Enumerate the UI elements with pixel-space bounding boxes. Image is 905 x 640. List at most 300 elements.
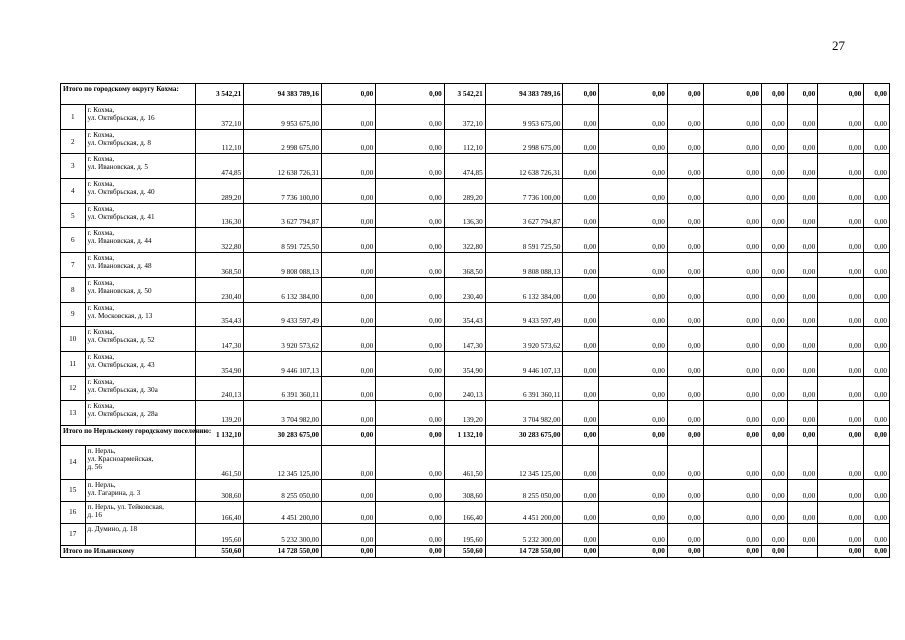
value-cell: 0,00 bbox=[376, 376, 445, 401]
value-cell: 3 920 573,62 bbox=[244, 327, 322, 352]
value-cell: 112,10 bbox=[444, 129, 485, 154]
value-cell: 0,00 bbox=[599, 523, 668, 545]
table-row bbox=[61, 203, 890, 228]
address-line: п. Нерль, bbox=[87, 446, 116, 455]
value-cell: 0,00 bbox=[667, 376, 703, 401]
value-cell: 354,90 bbox=[196, 351, 244, 376]
address-line: г. Кохма, bbox=[87, 130, 115, 139]
total-cell: 0,00 bbox=[787, 425, 818, 445]
value-cell: 0,00 bbox=[376, 203, 445, 228]
value-cell: 0,00 bbox=[761, 105, 787, 130]
row-number: 6 bbox=[61, 228, 86, 253]
table-row bbox=[61, 401, 890, 426]
value-cell: 3 920 573,62 bbox=[485, 327, 563, 352]
value-cell: 139,20 bbox=[196, 401, 244, 426]
value-cell: 0,00 bbox=[376, 327, 445, 352]
value-cell: 240,13 bbox=[196, 376, 244, 401]
value-cell: 0,00 bbox=[563, 203, 599, 228]
address-cell bbox=[85, 105, 196, 130]
value-cell: 0,00 bbox=[599, 376, 668, 401]
value-cell: 0,00 bbox=[667, 479, 703, 501]
table-row bbox=[61, 154, 890, 179]
total-cell: 0,00 bbox=[864, 545, 890, 557]
value-cell: 0,00 bbox=[376, 445, 445, 479]
value-cell: 0,00 bbox=[703, 327, 761, 352]
value-cell: 0,00 bbox=[818, 501, 864, 523]
value-cell: 372,10 bbox=[444, 105, 485, 130]
value-cell: 0,00 bbox=[864, 154, 890, 179]
value-cell: 0,00 bbox=[864, 376, 890, 401]
row-number: 12 bbox=[61, 376, 86, 401]
value-cell: 0,00 bbox=[376, 228, 445, 253]
value-cell: 461,50 bbox=[444, 445, 485, 479]
address-cell bbox=[85, 129, 196, 154]
value-cell: 0,00 bbox=[787, 228, 818, 253]
total-cell: 0,00 bbox=[321, 425, 375, 445]
total-cell: 0,00 bbox=[818, 425, 864, 445]
value-cell: 0,00 bbox=[599, 105, 668, 130]
value-cell: 474,85 bbox=[196, 154, 244, 179]
value-cell: 2 998 675,00 bbox=[244, 129, 322, 154]
value-cell: 0,00 bbox=[787, 376, 818, 401]
address-line: г. Кохма, bbox=[87, 303, 115, 312]
value-cell: 0,00 bbox=[599, 228, 668, 253]
value-cell: 8 591 725,50 bbox=[485, 228, 563, 253]
total-cell: 550,60 bbox=[444, 545, 485, 557]
value-cell: 0,00 bbox=[818, 203, 864, 228]
value-cell: 0,00 bbox=[667, 351, 703, 376]
address-line: д. 16 bbox=[87, 510, 102, 519]
address-cell bbox=[85, 445, 196, 479]
value-cell: 0,00 bbox=[321, 154, 375, 179]
row-number: 13 bbox=[61, 401, 86, 426]
value-cell: 9 433 597,49 bbox=[244, 302, 322, 327]
value-cell: 0,00 bbox=[563, 327, 599, 352]
value-cell: 0,00 bbox=[563, 154, 599, 179]
total-cell: 0,00 bbox=[761, 545, 787, 557]
row-number: 3 bbox=[61, 154, 86, 179]
value-cell: 0,00 bbox=[818, 479, 864, 501]
total-cell: 0,00 bbox=[563, 545, 599, 557]
value-cell: 0,00 bbox=[787, 501, 818, 523]
table-row bbox=[61, 277, 890, 302]
value-cell: 0,00 bbox=[599, 351, 668, 376]
value-cell: 0,00 bbox=[703, 253, 761, 278]
total-cell: 30 283 675,00 bbox=[244, 425, 322, 445]
value-cell: 240,13 bbox=[444, 376, 485, 401]
value-cell: 0,00 bbox=[818, 376, 864, 401]
value-cell: 0,00 bbox=[376, 179, 445, 204]
value-cell: 0,00 bbox=[761, 302, 787, 327]
value-cell: 9 433 597,49 bbox=[485, 302, 563, 327]
value-cell: 147,30 bbox=[444, 327, 485, 352]
value-cell: 0,00 bbox=[703, 376, 761, 401]
value-cell: 0,00 bbox=[818, 277, 864, 302]
group-total-row bbox=[61, 84, 890, 105]
total-cell: 0,00 bbox=[818, 545, 864, 557]
value-cell: 0,00 bbox=[321, 228, 375, 253]
value-cell: 0,00 bbox=[787, 445, 818, 479]
total-cell: 0,00 bbox=[703, 84, 761, 105]
value-cell: 0,00 bbox=[599, 129, 668, 154]
value-cell: 0,00 bbox=[761, 327, 787, 352]
group-total-label: Итого по Нерльскому городскому поселению: bbox=[61, 425, 196, 445]
value-cell: 9 953 675,00 bbox=[485, 105, 563, 130]
table-row bbox=[61, 179, 890, 204]
value-cell: 0,00 bbox=[703, 302, 761, 327]
address-line: ул. Октябрьская, д. 16 bbox=[87, 114, 155, 122]
value-cell: 0,00 bbox=[761, 253, 787, 278]
group-total-label: Итого по городскому округу Кохма: bbox=[61, 84, 196, 105]
value-cell: 0,00 bbox=[761, 351, 787, 376]
value-cell: 0,00 bbox=[376, 351, 445, 376]
value-cell: 2 998 675,00 bbox=[485, 129, 563, 154]
value-cell: 0,00 bbox=[599, 302, 668, 327]
value-cell: 136,30 bbox=[196, 203, 244, 228]
value-cell: 166,40 bbox=[444, 501, 485, 523]
table-row bbox=[61, 253, 890, 278]
page-number: 27 bbox=[832, 38, 845, 53]
address-line: ул. Октябрьская, д. 8 bbox=[87, 138, 151, 147]
value-cell: 0,00 bbox=[376, 302, 445, 327]
value-cell: 0,00 bbox=[376, 105, 445, 130]
value-cell: 372,10 bbox=[196, 105, 244, 130]
address-line: г. Кохма, bbox=[87, 204, 115, 213]
value-cell: 0,00 bbox=[667, 129, 703, 154]
address-line: ул. Ивановская, д. 48 bbox=[87, 262, 152, 271]
row-number: 5 bbox=[61, 203, 86, 228]
value-cell: 0,00 bbox=[864, 401, 890, 426]
address-line: г. Кохма, bbox=[87, 328, 115, 337]
value-cell: 0,00 bbox=[563, 445, 599, 479]
value-cell: 354,43 bbox=[196, 302, 244, 327]
address-line: д. 56 bbox=[87, 462, 102, 471]
total-cell: 30 283 675,00 bbox=[485, 425, 563, 445]
value-cell: 0,00 bbox=[563, 129, 599, 154]
data-table bbox=[60, 83, 890, 558]
address-line: п. Нерль, ул. Тейковская, bbox=[87, 502, 164, 511]
value-cell: 0,00 bbox=[599, 501, 668, 523]
address-line: д. Думино, д. 18 bbox=[87, 524, 138, 533]
value-cell: 0,00 bbox=[667, 228, 703, 253]
total-cell: 0,00 bbox=[864, 425, 890, 445]
value-cell: 4 451 200,00 bbox=[485, 501, 563, 523]
value-cell: 0,00 bbox=[864, 501, 890, 523]
value-cell: 0,00 bbox=[563, 277, 599, 302]
row-number: 11 bbox=[61, 351, 86, 376]
value-cell: 0,00 bbox=[761, 203, 787, 228]
value-cell: 0,00 bbox=[321, 501, 375, 523]
total-cell: 0,00 bbox=[787, 84, 818, 105]
value-cell: 0,00 bbox=[321, 302, 375, 327]
value-cell: 0,00 bbox=[563, 105, 599, 130]
value-cell: 0,00 bbox=[787, 203, 818, 228]
value-cell: 136,30 bbox=[444, 203, 485, 228]
value-cell: 147,30 bbox=[196, 327, 244, 352]
address-line: ул. Октябрьская, д. 40 bbox=[87, 188, 155, 197]
group-total-label: Итого по Ильинскому bbox=[61, 545, 196, 557]
total-cell: 94 383 789,16 bbox=[485, 84, 563, 105]
value-cell: 9 446 107,13 bbox=[485, 351, 563, 376]
address-cell bbox=[85, 203, 196, 228]
value-cell: 0,00 bbox=[321, 203, 375, 228]
value-cell: 322,80 bbox=[444, 228, 485, 253]
value-cell: 8 255 050,00 bbox=[244, 479, 322, 501]
address-line: ул. Московская, д. 13 bbox=[87, 311, 153, 320]
value-cell: 289,20 bbox=[444, 179, 485, 204]
value-cell: 368,50 bbox=[196, 253, 244, 278]
value-cell: 0,00 bbox=[321, 129, 375, 154]
address-line: ул. Октябрьская, д. 43 bbox=[87, 360, 155, 369]
value-cell: 0,00 bbox=[761, 479, 787, 501]
row-number: 14 bbox=[61, 445, 86, 479]
total-cell: 0,00 bbox=[667, 425, 703, 445]
row-number: 7 bbox=[61, 253, 86, 278]
value-cell: 0,00 bbox=[787, 327, 818, 352]
value-cell: 195,60 bbox=[196, 523, 244, 545]
total-cell: 0,00 bbox=[761, 425, 787, 445]
value-cell: 3 704 982,00 bbox=[244, 401, 322, 426]
table-row bbox=[61, 129, 890, 154]
value-cell: 12 345 125,00 bbox=[485, 445, 563, 479]
address-line: ул. Гагарина, д. 3 bbox=[87, 488, 141, 497]
value-cell: 0,00 bbox=[599, 253, 668, 278]
value-cell: 3 704 982,00 bbox=[485, 401, 563, 426]
address-line: г. Кохма, bbox=[87, 254, 115, 263]
value-cell: 8 255 050,00 bbox=[485, 479, 563, 501]
table-row bbox=[61, 351, 890, 376]
value-cell: 0,00 bbox=[563, 479, 599, 501]
value-cell: 354,90 bbox=[444, 351, 485, 376]
value-cell: 0,00 bbox=[787, 523, 818, 545]
value-cell: 0,00 bbox=[321, 376, 375, 401]
value-cell: 0,00 bbox=[818, 253, 864, 278]
value-cell: 9 953 675,00 bbox=[244, 105, 322, 130]
value-cell: 0,00 bbox=[667, 203, 703, 228]
value-cell: 368,50 bbox=[444, 253, 485, 278]
value-cell: 0,00 bbox=[703, 129, 761, 154]
value-cell: 0,00 bbox=[864, 105, 890, 130]
address-line: г. Кохма, bbox=[87, 155, 115, 164]
value-cell: 289,20 bbox=[196, 179, 244, 204]
value-cell: 474,85 bbox=[444, 154, 485, 179]
value-cell: 0,00 bbox=[563, 228, 599, 253]
total-cell: 3 542,21 bbox=[444, 84, 485, 105]
value-cell: 0,00 bbox=[864, 277, 890, 302]
value-cell: 0,00 bbox=[864, 445, 890, 479]
value-cell: 308,60 bbox=[196, 479, 244, 501]
value-cell: 0,00 bbox=[864, 253, 890, 278]
value-cell: 0,00 bbox=[376, 501, 445, 523]
value-cell: 0,00 bbox=[703, 351, 761, 376]
value-cell: 0,00 bbox=[667, 401, 703, 426]
value-cell: 0,00 bbox=[703, 179, 761, 204]
value-cell: 354,43 bbox=[444, 302, 485, 327]
address-cell bbox=[85, 179, 196, 204]
address-line: ул. Красноармейская, bbox=[87, 454, 154, 463]
table-row bbox=[61, 445, 890, 479]
value-cell: 0,00 bbox=[787, 401, 818, 426]
address-cell bbox=[85, 277, 196, 302]
value-cell: 0,00 bbox=[864, 523, 890, 545]
value-cell: 112,10 bbox=[196, 129, 244, 154]
row-number: 8 bbox=[61, 277, 86, 302]
value-cell: 0,00 bbox=[599, 445, 668, 479]
row-number: 10 bbox=[61, 327, 86, 352]
table-row bbox=[61, 302, 890, 327]
address-cell bbox=[85, 351, 196, 376]
value-cell: 230,40 bbox=[444, 277, 485, 302]
total-cell: 1 132,10 bbox=[196, 425, 244, 445]
address-line: г. Кохма, bbox=[87, 278, 115, 287]
value-cell: 0,00 bbox=[321, 479, 375, 501]
value-cell: 9 808 088,13 bbox=[244, 253, 322, 278]
total-cell: 550,60 bbox=[196, 545, 244, 557]
value-cell: 0,00 bbox=[761, 445, 787, 479]
value-cell: 12 345 125,00 bbox=[244, 445, 322, 479]
value-cell: 0,00 bbox=[321, 401, 375, 426]
value-cell: 0,00 bbox=[818, 179, 864, 204]
value-cell: 0,00 bbox=[563, 401, 599, 426]
group-total-row bbox=[61, 425, 890, 445]
value-cell: 3 627 794,87 bbox=[244, 203, 322, 228]
row-number: 2 bbox=[61, 129, 86, 154]
value-cell: 7 736 100,00 bbox=[485, 179, 563, 204]
value-cell: 0,00 bbox=[667, 523, 703, 545]
row-number: 17 bbox=[61, 523, 86, 545]
value-cell: 0,00 bbox=[761, 376, 787, 401]
value-cell: 9 446 107,13 bbox=[244, 351, 322, 376]
value-cell: 0,00 bbox=[563, 302, 599, 327]
address-line: ул. Октябрьская, д. 41 bbox=[87, 212, 155, 221]
value-cell: 0,00 bbox=[703, 523, 761, 545]
value-cell: 0,00 bbox=[864, 479, 890, 501]
address-cell bbox=[85, 401, 196, 426]
address-line: г. Кохма, bbox=[87, 402, 115, 411]
value-cell: 0,00 bbox=[761, 523, 787, 545]
value-cell: 0,00 bbox=[667, 253, 703, 278]
value-cell: 0,00 bbox=[376, 129, 445, 154]
value-cell: 0,00 bbox=[321, 105, 375, 130]
value-cell: 0,00 bbox=[563, 351, 599, 376]
value-cell: 0,00 bbox=[321, 523, 375, 545]
address-cell bbox=[85, 501, 196, 523]
value-cell: 308,60 bbox=[444, 479, 485, 501]
value-cell: 0,00 bbox=[667, 154, 703, 179]
total-cell: 14 728 550,00 bbox=[485, 545, 563, 557]
total-cell: 1 132,10 bbox=[444, 425, 485, 445]
value-cell: 0,00 bbox=[667, 327, 703, 352]
value-cell: 0,00 bbox=[563, 253, 599, 278]
address-line: г. Кохма, bbox=[87, 180, 115, 189]
value-cell: 0,00 bbox=[563, 376, 599, 401]
value-cell: 0,00 bbox=[703, 105, 761, 130]
total-cell: 0,00 bbox=[599, 425, 668, 445]
value-cell: 5 232 300,00 bbox=[485, 523, 563, 545]
table-row bbox=[61, 228, 890, 253]
value-cell: 0,00 bbox=[376, 479, 445, 501]
value-cell: 0,00 bbox=[703, 228, 761, 253]
address-line: г. Кохма, bbox=[87, 106, 115, 114]
value-cell: 0,00 bbox=[787, 302, 818, 327]
total-cell: 0,00 bbox=[818, 84, 864, 105]
value-cell: 0,00 bbox=[818, 445, 864, 479]
address-cell bbox=[85, 479, 196, 501]
total-cell: 0,00 bbox=[376, 84, 445, 105]
total-cell: 0,00 bbox=[703, 545, 761, 557]
value-cell: 0,00 bbox=[761, 401, 787, 426]
value-cell: 195,60 bbox=[444, 523, 485, 545]
row-number: 15 bbox=[61, 479, 86, 501]
value-cell: 0,00 bbox=[667, 501, 703, 523]
total-cell: 3 542,21 bbox=[196, 84, 244, 105]
value-cell: 0,00 bbox=[864, 203, 890, 228]
value-cell: 0,00 bbox=[818, 228, 864, 253]
row-number: 16 bbox=[61, 501, 86, 523]
value-cell: 0,00 bbox=[376, 253, 445, 278]
value-cell: 0,00 bbox=[703, 154, 761, 179]
value-cell: 0,00 bbox=[703, 277, 761, 302]
value-cell: 0,00 bbox=[321, 253, 375, 278]
total-cell: 0,00 bbox=[563, 425, 599, 445]
value-cell: 0,00 bbox=[818, 129, 864, 154]
value-cell: 166,40 bbox=[196, 501, 244, 523]
value-cell: 0,00 bbox=[864, 327, 890, 352]
total-cell: 0,00 bbox=[599, 545, 668, 557]
value-cell: 6 391 360,11 bbox=[244, 376, 322, 401]
value-cell: 0,00 bbox=[376, 154, 445, 179]
address-line: г. Кохма, bbox=[87, 352, 115, 361]
value-cell: 0,00 bbox=[787, 479, 818, 501]
value-cell: 0,00 bbox=[321, 351, 375, 376]
value-cell: 0,00 bbox=[703, 401, 761, 426]
value-cell: 0,00 bbox=[667, 302, 703, 327]
table-row bbox=[61, 105, 890, 130]
address-line: ул. Ивановская, д. 50 bbox=[87, 286, 152, 295]
address-line: ул. Октябрьская, д. 52 bbox=[87, 336, 155, 345]
value-cell: 0,00 bbox=[787, 253, 818, 278]
value-cell: 0,00 bbox=[787, 179, 818, 204]
value-cell: 0,00 bbox=[703, 445, 761, 479]
value-cell: 0,00 bbox=[599, 401, 668, 426]
value-cell: 0,00 bbox=[761, 179, 787, 204]
value-cell: 6 132 384,00 bbox=[244, 277, 322, 302]
value-cell: 0,00 bbox=[563, 501, 599, 523]
value-cell: 0,00 bbox=[818, 302, 864, 327]
address-line: ул. Ивановская, д. 44 bbox=[87, 237, 152, 246]
value-cell: 7 736 100,00 bbox=[244, 179, 322, 204]
value-cell: 0,00 bbox=[563, 179, 599, 204]
address-line: ул. Октябрьская, д. 28а bbox=[87, 410, 158, 419]
value-cell: 3 627 794,87 bbox=[485, 203, 563, 228]
total-cell: 0,00 bbox=[667, 545, 703, 557]
table-row bbox=[61, 376, 890, 401]
address-line: ул. Октябрьская, д. 30а bbox=[87, 385, 158, 394]
value-cell: 0,00 bbox=[864, 228, 890, 253]
value-cell: 0,00 bbox=[787, 129, 818, 154]
value-cell: 0,00 bbox=[321, 179, 375, 204]
total-cell: 0,00 bbox=[376, 545, 445, 557]
row-number: 4 bbox=[61, 179, 86, 204]
value-cell: 8 591 725,50 bbox=[244, 228, 322, 253]
value-cell: 0,00 bbox=[599, 154, 668, 179]
address-line: п. Нерль, bbox=[87, 480, 116, 489]
value-cell: 0,00 bbox=[599, 203, 668, 228]
row-number: 9 bbox=[61, 302, 86, 327]
value-cell: 5 232 300,00 bbox=[244, 523, 322, 545]
address-cell bbox=[85, 154, 196, 179]
value-cell: 0,00 bbox=[864, 302, 890, 327]
